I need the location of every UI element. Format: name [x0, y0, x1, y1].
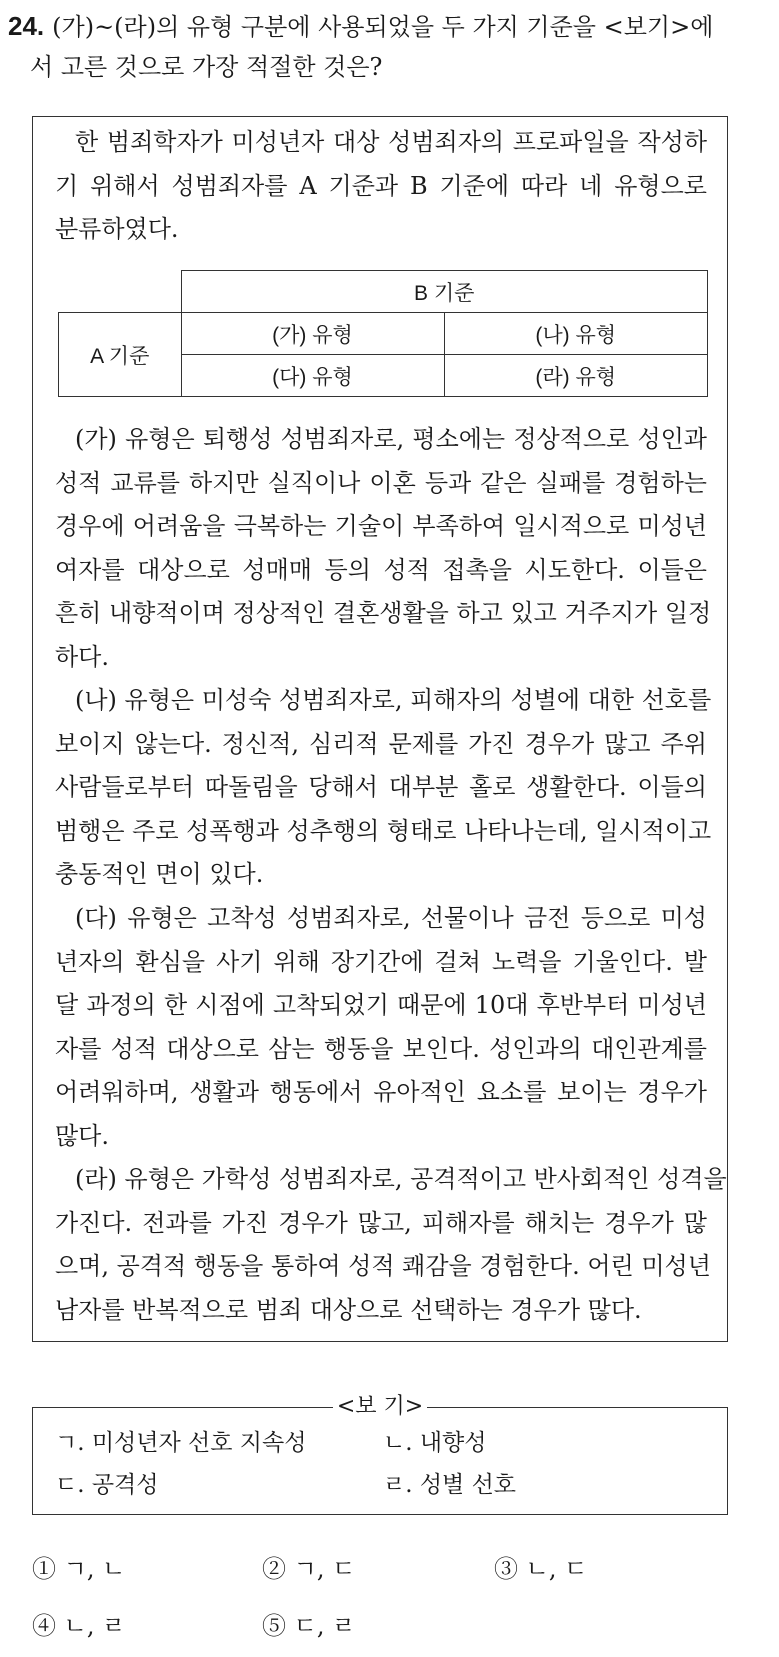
paragraph-line: 자를 성적 대상으로 삼는 행동을 보인다. 성인과의 대인관계를 [55, 1034, 707, 1063]
intro-paragraph [55, 121, 707, 252]
choice-3[interactable]: ③ ㄴ, ㄷ [494, 1555, 588, 1583]
choice-1[interactable]: ① ㄱ, ㄴ [32, 1555, 126, 1583]
paragraph-line: 흔히 내향적이며 정상적인 결혼생활을 하고 있고 거주지가 일정 [55, 599, 712, 627]
table-cell-da: (다) 유형 [181, 355, 444, 397]
paragraph-line: 경우에 어려움을 극복하는 기술이 부족하여 일시적으로 미성년 [55, 512, 707, 540]
paragraph-ra [55, 1158, 727, 1332]
paragraph-line: 남자를 반복적으로 범죄 대상으로 선택하는 경우가 많다. [55, 1295, 642, 1324]
paragraph-line: (라) 유형은 가학성 성범죄자로, 공격적이고 반사회적인 성격을 [75, 1165, 727, 1193]
paragraph-da [55, 897, 707, 1158]
passage-box [32, 116, 728, 1342]
question-stem [8, 6, 770, 87]
question-number: 24. [8, 11, 45, 41]
bogi-item-rieul: ㄹ. 성별 선호 [383, 1472, 517, 1498]
bogi-title [32, 1392, 728, 1422]
paragraph-line: 많다. [55, 1121, 109, 1150]
paragraph-line: 여자를 대상으로 성매매 등의 성적 접촉을 시도한다. 이들은 [55, 555, 707, 584]
choice-5[interactable]: ⑤ ㄷ, ㄹ [262, 1612, 356, 1640]
intro-line: 한 범죄학자가 미성년자 대상 성범죄자의 프로파일을 작성하 [75, 128, 707, 156]
bogi-item-nieun: ㄴ. 내향성 [383, 1430, 487, 1456]
bogi-item-digeut: ㄷ. 공격성 [55, 1472, 159, 1498]
bogi-item-giyeok: ㄱ. 미성년자 선호 지속성 [55, 1430, 307, 1456]
choice-2[interactable]: ② ㄱ, ㄷ [262, 1555, 356, 1583]
bogi-title-label: <보 기> [333, 1394, 427, 1419]
paragraph-ga [55, 418, 712, 679]
table-row-header-a: A 기준 [59, 313, 182, 397]
paragraph-line: 보이지 않는다. 정신적, 심리적 문제를 가진 경우가 많고 주위 [55, 729, 707, 758]
table-corner-blank [59, 271, 182, 313]
paragraph-line: 충동적인 면이 있다. [55, 860, 264, 888]
paragraph-na [55, 679, 712, 897]
paragraph-line: (나) 유형은 미성숙 성범죄자로, 피해자의 성별에 대한 선호를 [75, 686, 712, 714]
paragraph-line: 어려워하며, 생활과 행동에서 유아적인 요소를 보이는 경우가 [55, 1078, 707, 1106]
criteria-table [58, 270, 708, 397]
paragraph-line: 으며, 공격적 행동을 통하여 성적 쾌감을 경험한다. 어린 미성년 [55, 1252, 711, 1280]
question-stem-line-1: (가)~(라)의 유형 구분에 사용되었을 두 가지 기준을 <보기>에 [52, 13, 714, 41]
paragraph-line: 사람들로부터 따돌림을 당해서 대부분 홀로 생활한다. 이들의 [55, 773, 707, 801]
intro-line: 분류하였다. [55, 215, 179, 243]
paragraph-line: 성적 교류를 하지만 실직이나 이혼 등과 같은 실패를 경험하는 [55, 468, 707, 497]
paragraph-line: (가) 유형은 퇴행성 성범죄자로, 평소에는 정상적으로 성인과 [75, 425, 707, 453]
question-stem-line-2: 서 고른 것으로 가장 적절한 것은? [30, 53, 383, 81]
paragraph-line: 달 과정의 한 시점에 고착되었기 때문에 10대 후반부터 미성년 [55, 991, 707, 1019]
table-cell-ra: (라) 유형 [444, 355, 708, 397]
table-col-header-b: B 기준 [181, 271, 708, 313]
paragraph-line: 년자의 환심을 사기 위해 장기간에 걸쳐 노력을 기울인다. 발 [55, 947, 707, 976]
intro-line: 기 위해서 성범죄자를 A 기준과 B 기준에 따라 네 유형으로 [55, 171, 707, 200]
choice-4[interactable]: ④ ㄴ, ㄹ [32, 1612, 126, 1640]
paragraph-line: 범행은 주로 성폭행과 성추행의 형태로 나타나는데, 일시적이고 [55, 816, 712, 845]
bogi-box [32, 1407, 728, 1515]
table-cell-ga: (가) 유형 [181, 313, 444, 355]
paragraph-line: 하다. [55, 642, 109, 671]
paragraph-line: (다) 유형은 고착성 성범죄자로, 선물이나 금전 등으로 미성 [75, 904, 707, 932]
table-cell-na: (나) 유형 [444, 313, 708, 355]
paragraph-line: 가진다. 전과를 가진 경우가 많고, 피해자를 해치는 경우가 많 [55, 1208, 707, 1237]
